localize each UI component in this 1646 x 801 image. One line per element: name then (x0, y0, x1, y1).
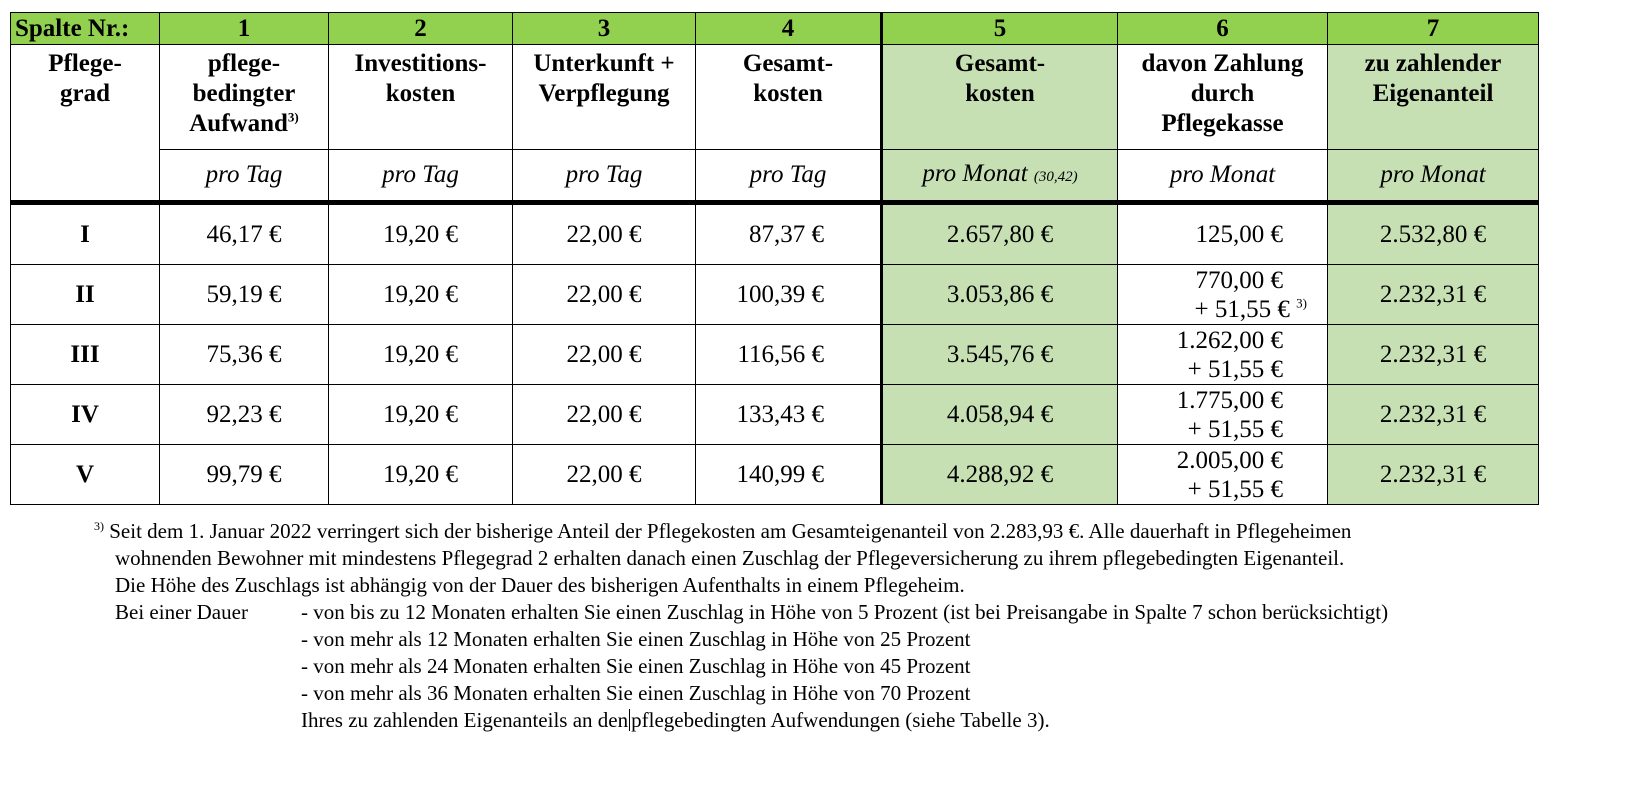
footnote-line (94, 707, 1624, 734)
value-cell: 2.232,31 € (1328, 325, 1539, 385)
value-cell: 3.545,76 € (882, 325, 1118, 385)
value-cell (696, 445, 882, 505)
value-cell: 2.232,31 € (1328, 385, 1539, 445)
grade-header-line: grad (60, 80, 110, 107)
column-number-2: 2 (329, 13, 513, 45)
column-title-3 (513, 45, 696, 150)
value-text: 116,56 € (737, 340, 824, 368)
unit-2: pro Tag (329, 150, 513, 203)
unit-3: pro Tag (513, 150, 696, 203)
column-number-row (11, 13, 1539, 45)
value-text: 140,99 € (736, 460, 824, 488)
column-number-6: 6 (1118, 13, 1328, 45)
title-line: kosten (753, 80, 823, 107)
value-cell (696, 265, 882, 325)
title-line: pflege- (207, 50, 281, 77)
surcharge-text: + 51,55 € (1187, 475, 1283, 503)
unit-7: pro Monat (1328, 150, 1539, 203)
title-line: Gesamt- (954, 50, 1046, 77)
value-text: 100,39 € (736, 280, 824, 308)
value-cell: 22,00 € (513, 265, 696, 325)
footnote-line (94, 626, 1624, 653)
footnote-line (94, 599, 1624, 626)
value-cell: 2.232,31 € (1328, 265, 1539, 325)
column-number-5: 5 (882, 13, 1118, 45)
title-line: Gesamt- (742, 50, 834, 77)
insurance-cell (1118, 445, 1328, 505)
text-cursor (629, 709, 630, 731)
column-title-4 (696, 45, 882, 150)
value-text: 2.005,00 € (1176, 446, 1283, 474)
value-cell: 2.657,80 € (882, 203, 1118, 265)
title-line: Verpflegung (538, 80, 670, 107)
table-row (11, 325, 1539, 385)
footnote-text: Seit dem 1. Januar 2022 verringert sich der bisherige Anteil der Pflegekosten am Gesamteigenanteil von 2.283,93 €. Alle dauerhaft in Pflegeheimen (109, 519, 1352, 543)
title-line: durch (1190, 80, 1255, 107)
column-title-2 (329, 45, 513, 150)
title-line: davon Zahlung (1141, 50, 1304, 77)
column-number-label: Spalte Nr.: (11, 13, 160, 45)
footnote-ref: 3) (1296, 295, 1307, 311)
title-line: kosten (965, 80, 1035, 107)
title-line (160, 109, 328, 139)
title-line: Eigenanteil (1372, 80, 1494, 107)
grade-cell: IV (11, 385, 160, 445)
column-number-4: 4 (696, 13, 882, 45)
title-line: Pflegekasse (1161, 110, 1284, 137)
value-cell: 75,36 € (160, 325, 329, 385)
grade-header (11, 45, 160, 203)
table-row (11, 385, 1539, 445)
insurance-cell (1118, 325, 1328, 385)
unit-5 (882, 150, 1118, 203)
insurance-cell (1118, 265, 1328, 325)
title-line: Unterkunft + (533, 50, 675, 77)
value-cell: 2.232,31 € (1328, 445, 1539, 505)
value-cell: 22,00 € (513, 325, 696, 385)
value-cell: 4.058,94 € (882, 385, 1118, 445)
footnote-line: wohnenden Bewohner mit mindestens Pflegegrad 2 erhalten danach einen Zuschlag der Pflegeversicherung zu ihrem pflegebedingten Eigenanteil. (115, 546, 1345, 570)
title-line: bedingter (192, 80, 296, 107)
value-cell: 19,20 € (329, 203, 513, 265)
footnote-closing (301, 707, 1050, 734)
title-text: Aufwand (189, 110, 288, 137)
value-cell (696, 203, 882, 265)
footnote-line (94, 653, 1624, 680)
column-title-1 (160, 45, 329, 150)
value-cell: 3.053,86 € (882, 265, 1118, 325)
footnote-line: Die Höhe des Zuschlags ist abhängig von der Dauer des bisherigen Aufenthalts in einem Pflegeheim. (115, 573, 965, 597)
table-row (11, 203, 1539, 265)
grade-cell: V (11, 445, 160, 505)
title-line: zu zahlender (1364, 50, 1502, 77)
value-cell: 22,00 € (513, 445, 696, 505)
table-row (11, 445, 1539, 505)
value-text: 87,37 € (749, 220, 824, 248)
duration-lead: Bei einer Dauer (115, 600, 248, 624)
title-line: kosten (385, 80, 456, 107)
value-cell: 92,23 € (160, 385, 329, 445)
grade-header-line: Pflege- (48, 50, 122, 77)
value-text: 133,43 € (736, 400, 824, 428)
value-text: 1.262,00 € (1176, 326, 1283, 354)
closing-text: Ihres zu zahlenden Eigenanteils an den (301, 708, 629, 732)
grade-cell: III (11, 325, 160, 385)
value-cell: 19,20 € (329, 445, 513, 505)
duration-item: - von mehr als 12 Monaten erhalten Sie einen Zuschlag in Höhe von 25 Prozent (301, 627, 971, 651)
column-title-5 (882, 45, 1118, 150)
value-cell: 19,20 € (329, 385, 513, 445)
unit-text: pro Monat (922, 159, 1028, 187)
surcharge-text: + 51,55 € (1187, 415, 1283, 443)
value-cell (696, 385, 882, 445)
value-cell: 22,00 € (513, 203, 696, 265)
unit-note: (30,42) (1033, 168, 1078, 185)
grade-cell: II (11, 265, 160, 325)
duration-item: - von mehr als 36 Monaten erhalten Sie einen Zuschlag in Höhe von 70 Prozent (301, 681, 971, 705)
value-cell: 19,20 € (329, 325, 513, 385)
value-cell (696, 325, 882, 385)
column-number-7: 7 (1328, 13, 1539, 45)
column-number-3: 3 (513, 13, 696, 45)
footnote-marker: 3) (94, 519, 104, 533)
value-cell: 2.532,80 € (1328, 203, 1539, 265)
insurance-cell (1118, 203, 1328, 265)
footnote-ref: 3) (287, 109, 299, 125)
column-title-7 (1328, 45, 1539, 150)
value-text (1118, 295, 1327, 324)
unit-4: pro Tag (696, 150, 882, 203)
insurance-cell (1118, 385, 1328, 445)
value-cell: 4.288,92 € (882, 445, 1118, 505)
duration-item: - von bis zu 12 Monaten erhalten Sie einen Zuschlag in Höhe von 5 Prozent (ist bei Preisangabe in Spalte 7 schon berücksichtigt) (301, 600, 1389, 624)
surcharge-text: + 51,55 € (1187, 355, 1283, 383)
column-number-1: 1 (160, 13, 329, 45)
surcharge-text: + 51,55 € (1194, 295, 1290, 323)
value-cell: 59,19 € (160, 265, 329, 325)
unit-row (11, 150, 1539, 203)
footnote-line (94, 680, 1624, 707)
footnote (94, 518, 1624, 734)
value-cell: 99,79 € (160, 445, 329, 505)
unit-1: pro Tag (160, 150, 329, 203)
title-line: Investitions- (354, 50, 487, 77)
value-cell: 22,00 € (513, 385, 696, 445)
value-text: 125,00 € (1195, 221, 1283, 248)
value-cell: 46,17 € (160, 203, 329, 265)
value-text: 770,00 € (1195, 266, 1283, 294)
care-cost-table (10, 12, 1539, 505)
footnote-line (94, 518, 1624, 545)
closing-text: pflegebedingten Aufwendungen (siehe Tabelle 3). (631, 708, 1050, 732)
unit-6: pro Monat (1118, 150, 1328, 203)
column-title-row (11, 45, 1539, 150)
value-cell: 19,20 € (329, 265, 513, 325)
grade-cell: I (11, 203, 160, 265)
table-row (11, 265, 1539, 325)
value-text: 1.775,00 € (1176, 386, 1283, 414)
duration-item: - von mehr als 24 Monaten erhalten Sie einen Zuschlag in Höhe von 45 Prozent (301, 654, 971, 678)
column-title-6 (1118, 45, 1328, 150)
